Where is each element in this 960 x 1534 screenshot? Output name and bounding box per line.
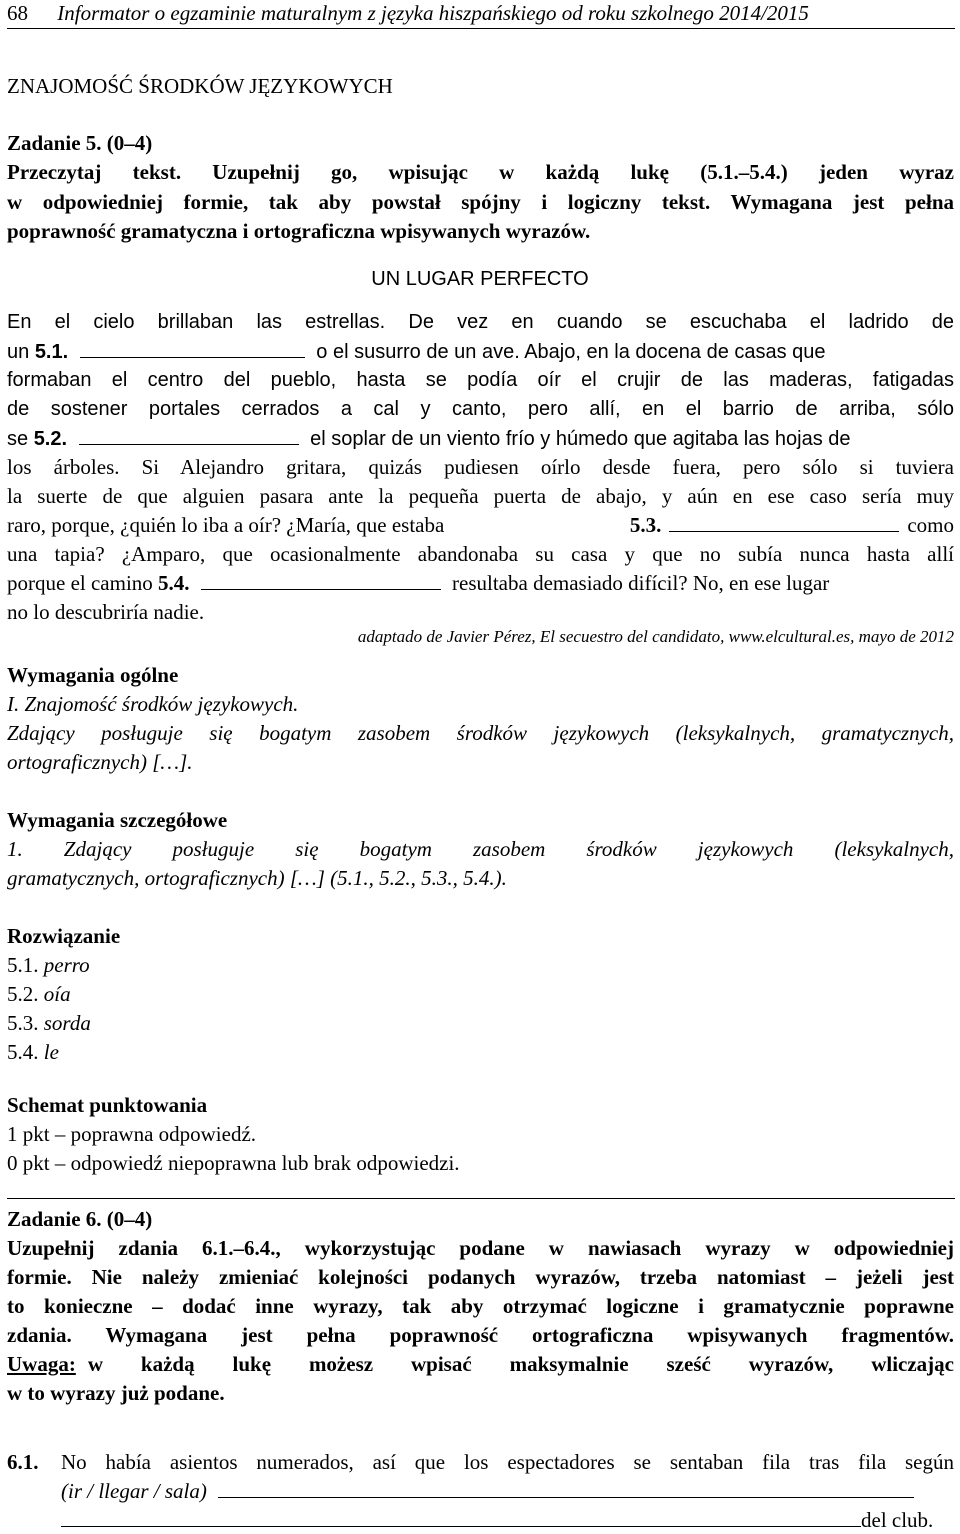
answer-gap-6-1a[interactable] bbox=[218, 1481, 914, 1498]
text-fragment: o el susurro de un ave. Abajo, en la docena de casas que bbox=[316, 341, 826, 363]
gap-label-5-3: 5.3. bbox=[629, 513, 662, 537]
answer-gap-6-1b[interactable] bbox=[61, 1510, 861, 1527]
text-line-8 bbox=[7, 515, 954, 536]
task6-title: Zadanie 6. (0–4) bbox=[7, 1207, 153, 1231]
solution-answer: perro bbox=[43, 953, 90, 977]
item-6-1-line2 bbox=[61, 1481, 914, 1502]
scoring-line1: 1 pkt – poprawna odpowiedź. bbox=[7, 1122, 257, 1146]
solution-number: 5.4. bbox=[7, 1040, 39, 1064]
solution-item bbox=[7, 984, 71, 1005]
solution-number: 5.3. bbox=[7, 1011, 39, 1035]
scoring-line2: 0 pkt – odpowiedź niepoprawna lub brak odpowiedzi. bbox=[7, 1151, 460, 1175]
solution-answer: sorda bbox=[43, 1011, 91, 1035]
gap-label-5-2: 5.2. bbox=[33, 428, 68, 450]
task6-instruction-line3: to konieczne – dodać inne wyrazy, tak aby otrzymać logiczne i gramatycznie poprawne bbox=[7, 1294, 954, 1318]
task6-instruction-line2: formie. Nie należy zmieniać kolejności podanych wyrazów, trzeba natomiast – jeżeli jest bbox=[7, 1265, 954, 1289]
gap-5-4[interactable] bbox=[201, 573, 441, 590]
gap-5-2[interactable] bbox=[79, 428, 299, 445]
scoring-heading: Schemat punktowania bbox=[7, 1093, 208, 1117]
note-text: w każdą lukę możesz wpisać maksymalnie sześć wyrazów, wliczając bbox=[87, 1352, 954, 1376]
task5-title: Zadanie 5. (0–4) bbox=[7, 131, 153, 155]
text-line-2 bbox=[7, 341, 826, 362]
task6-note bbox=[7, 1354, 954, 1375]
item-6-1-line3 bbox=[61, 1510, 933, 1531]
general-requirements-line1: I. Znajomość środków językowych. bbox=[7, 692, 299, 716]
word-hint: (ir / llegar / sala) bbox=[61, 1479, 207, 1503]
gap-5-3[interactable] bbox=[669, 515, 899, 532]
text-line-7: la suerte de que alguien pasara ante la pequeña puerta de abajo, y aún en ese caso sería muy bbox=[7, 484, 954, 508]
text-fragment: se bbox=[7, 428, 29, 450]
text-line-1: En el cielo brillaban las estrellas. De vez en cuando se escuchaba el ladrido de bbox=[7, 311, 954, 333]
solution-answer: oía bbox=[43, 982, 71, 1006]
text-line-11: no lo descubriría nadie. bbox=[7, 600, 205, 624]
text-line-5 bbox=[7, 428, 851, 449]
detailed-requirements-line1: 1. Zdający posługuje się bogatym zasobem środków językowych (leksykalnych, bbox=[7, 837, 954, 861]
general-requirements-line2: Zdający posługuje się bogatym zasobem środków językowych (leksykalnych, gramatycznych, bbox=[7, 721, 954, 745]
text-line-3: formaban el centro del pueblo, hasta se podía oír el crujir de las maderas, fatigadas bbox=[7, 369, 954, 391]
text-fragment: como bbox=[907, 513, 954, 537]
section-title: ZNAJOMOŚĆ ŚRODKÓW JĘZYKOWYCH bbox=[7, 74, 393, 98]
task-separator-rule bbox=[7, 1198, 955, 1199]
source-citation: adaptado de Javier Pérez, El secuestro del candidato, www.elcultural.es, mayo de 2012 bbox=[357, 627, 954, 646]
task6-instruction-line6: w to wyrazy już podane. bbox=[7, 1381, 225, 1405]
text-fragment: raro, porque, ¿quién lo iba a oír? ¿María, que estaba bbox=[7, 513, 445, 537]
task5-instruction-line3: poprawność gramatyczna i ortograficzna wpisywanych wyrazów. bbox=[7, 219, 591, 243]
solution-heading: Rozwiązanie bbox=[7, 924, 121, 948]
item-6-1-line1: No había asientos numerados, así que los espectadores se sentaban fila tras fila según bbox=[61, 1450, 954, 1474]
detailed-requirements-line2: gramatycznych, ortograficznych) […] (5.1., 5.2., 5.3., 5.4.). bbox=[7, 866, 507, 890]
text-fragment: porque el camino bbox=[7, 571, 153, 595]
text-fragment: un bbox=[7, 341, 30, 363]
gap-label-5-1: 5.1. bbox=[34, 341, 69, 363]
solution-number: 5.1. bbox=[7, 953, 39, 977]
solution-number: 5.2. bbox=[7, 982, 39, 1006]
task5-instruction-line2: w odpowiedniej formie, tak aby powstał spójny i logiczny tekst. Wymagana jest pełna bbox=[7, 190, 954, 214]
detailed-requirements-heading: Wymagania szczegółowe bbox=[7, 808, 228, 832]
solution-item bbox=[7, 955, 90, 976]
text-title: UN LUGAR PERFECTO bbox=[371, 268, 589, 290]
general-requirements-heading: Wymagania ogólne bbox=[7, 663, 179, 687]
running-title: Informator o egzaminie maturalnym z języka hiszpańskiego od roku szkolnego 2014/2015 bbox=[57, 1, 809, 25]
running-header bbox=[7, 3, 809, 24]
text-line-4: de sostener portales cerrados a cal y canto, pero allí, en el barrio de arriba, sólo bbox=[7, 398, 954, 420]
task5-instruction-line1: Przeczytaj tekst. Uzupełnij go, wpisując w każdą lukę (5.1.–5.4.) jeden wyraz bbox=[7, 160, 954, 184]
solution-answer: le bbox=[43, 1040, 59, 1064]
general-requirements-line3: ortograficznych) […]. bbox=[7, 750, 193, 774]
task6-instruction-line1: Uzupełnij zdania 6.1.–6.4., wykorzystując podane w nawiasach wyrazy w odpowiedniej bbox=[7, 1236, 954, 1260]
item-number-6-1: 6.1. bbox=[7, 1450, 39, 1474]
text-fragment: el soplar de un viento frío y húmedo que agitaba las hojas de bbox=[310, 428, 851, 450]
note-label: Uwaga: bbox=[7, 1352, 76, 1376]
gap-label-5-4: 5.4. bbox=[158, 571, 190, 595]
page-number: 68 bbox=[7, 1, 28, 25]
text-line-9: una tapia? ¿Amparo, que ocasionalmente abandonaba su casa y que no subía nunca hasta allí bbox=[7, 542, 954, 566]
solution-item bbox=[7, 1042, 59, 1063]
item-6-1-ending: del club. bbox=[861, 1508, 934, 1532]
solution-item bbox=[7, 1013, 91, 1034]
header-rule bbox=[7, 28, 955, 29]
task6-instruction-line4: zdania. Wymagana jest pełna poprawność ortograficzna wpisywanych fragmentów. bbox=[7, 1323, 954, 1347]
text-line-10 bbox=[7, 573, 829, 594]
text-fragment: resultaba demasiado difícil? No, en ese lugar bbox=[452, 571, 830, 595]
gap-5-1[interactable] bbox=[80, 341, 305, 358]
text-line-6: los árboles. Si Alejandro gritara, quizás pudiesen oírlo desde fuera, pero sólo si tuviera bbox=[7, 455, 954, 479]
